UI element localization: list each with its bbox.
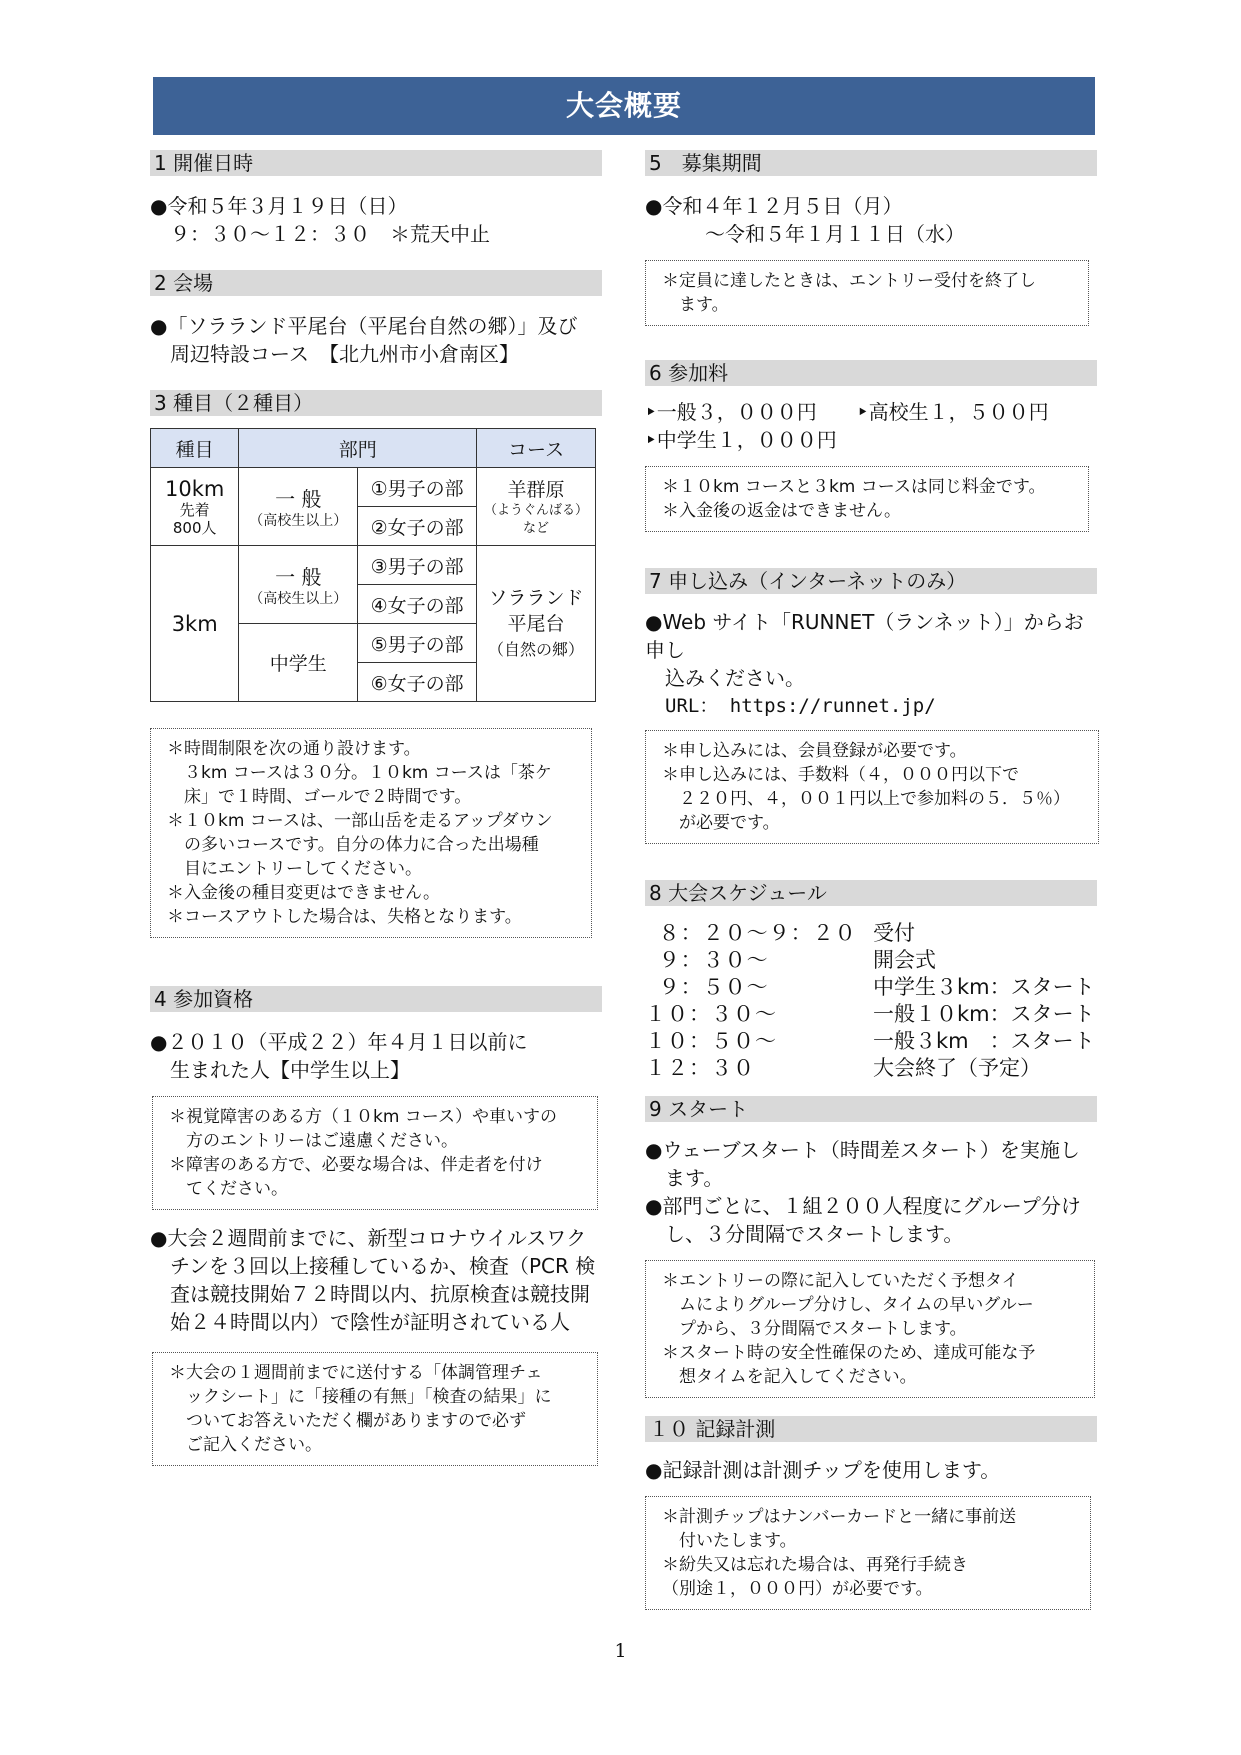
section-2-text: ●「ソラランド平尾台（平尾台自然の郷）」及び 周辺特設コース 【北九州市小倉南区】 [150,314,578,366]
section-4-text-1: ●２０１０（平成２２）年４月１日以前に 生まれた人【中学生以上】 [150,1030,528,1082]
schedule-time: ９：３０～ [645,948,769,972]
section-7-heading: 7 申し込み（インターネットのみ） [645,568,1097,594]
event-3km-label: 3km [171,611,218,636]
section-3-heading: 3 種目（２種目） [150,390,602,416]
table-header-course: コース [477,429,596,468]
schedule-time: １０：３０～ [645,1002,777,1026]
division-general-label-3km: 一 般 [275,565,322,589]
section-4-note-2: ＊大会の１週間前までに送付する「体調管理チェ ックシート」に「接種の有無」「検査の結果」に ついてお答えいただく欄がありますので必ず ご記入ください。 [152,1352,598,1466]
schedule-time: １０：５０～ [645,1029,777,1053]
section-3-note: ＊時間制限を次の通り設けます。 ３km コースは３０分。１０km コースは「茶ケ 床」で１時間、ゴールで２時間です。 ＊１０km コースは、一部山岳を走るアップダウン の多いコースです。自分の体力に合った出場種 目にエントリーしてください。 ＊入金後の種目変更はできません。 ＊コースアウトした場合は、失格となります。 [150,728,592,938]
course-3km-line2: 平尾台 [507,612,565,635]
section-10-note: ＊計測チップはナンバーカードと一緒に事前送 付いたします。 ＊紛失又は忘れた場合は、再発行手続き （別途１，０００円）が必要です。 [645,1496,1091,1610]
schedule-row [645,1055,1097,1082]
schedule-time: ９：５０～ [645,975,769,999]
event-10km-note1: 先着 [179,500,210,519]
course-3km-line1: ソラランド [488,586,584,609]
schedule-row [645,1028,1097,1055]
course-3km [477,546,596,702]
division-general-10km [239,468,358,546]
course-10km-etc: など [523,521,550,536]
section-6-note: ＊１０km コースと３km コースは同じ料金です。 ＊入金後の返金はできません。 [645,466,1089,532]
section-9-text: ●ウェーブスタート（時間差スタート）を実施し ます。 ●部門ごとに、１組２００人程度にグループ分け し、３分間隔でスタートします。 [645,1138,1081,1246]
course-10km-reading: （ようぐんばる） [484,503,589,518]
section-10-heading: １０ 記録計測 [645,1416,1097,1442]
course-10km [477,468,596,546]
page-number: 1 [614,1640,627,1662]
schedule-row [645,947,1097,974]
event-10km-note2: 800人 [172,518,217,537]
schedule-event: 一般３km ：スタート [873,1029,1095,1053]
schedule-event: 開会式 [873,948,936,972]
runnet-url: URL： https://runnet.jp/ [665,695,936,717]
table-header-event: 種目 [151,429,239,468]
section-9-heading: 9 スタート [645,1096,1097,1122]
section-9-note: ＊エントリーの際に記入していただく予想タイ ムによりグループ分けし、タイムの早いグルー プから、３分間隔でスタートします。 ＊スタート時の安全性確保のため、達成可能な予 想タイムを記入してください。 [645,1260,1095,1398]
category-2: ②女子の部 [358,507,477,546]
section-7-note: ＊申し込みには、会員登録が必要です。 ＊申し込みには、手数料（４，０００円以下で ２２０円、４，００１円以上で参加料の５．５％） が必要です。 [645,730,1099,844]
event-10km [151,468,239,546]
section-5-heading: 5 募集期間 [645,150,1097,176]
section-1-text: ●令和５年３月１９日（日） ９：３０～１２：３０ ＊荒天中止 [150,194,490,246]
section-5-note: ＊定員に達したときは、エントリー受付を終了し ます。 [645,260,1089,326]
schedule-event: 大会終了（予定） [873,1056,1041,1080]
table-header-division: 部門 [239,429,477,468]
schedule-row [645,1001,1097,1028]
section-1-heading: 1 開催日時 [150,150,602,176]
schedule-row [645,920,1097,947]
schedule-event: 受付 [873,921,915,945]
course-3km-line3: （自然の郷） [488,639,585,659]
section-2-heading: 2 会場 [150,270,602,296]
division-general-label: 一 般 [275,487,322,511]
section-4-note-1: ＊視覚障害のある方（１０km コース）や車いすの 方のエントリーはご遠慮ください。 ＊障害のある方で、必要な場合は、伴走者を付け てください。 [152,1096,598,1210]
event-3km [151,546,239,702]
section-6-text: ‣一般３，０００円 ‣高校生１，５００円 ‣中学生１，０００円 [645,400,1049,452]
division-general-sub-3km: （高校生以上） [249,591,348,607]
section-4-text-2: ●大会２週間前までに、新型コロナウイルスワク チンを３回以上接種しているか、検査（PCR 検 査は競技開始７２時間以内、抗原検査は競技開 始２４時間以内）で陰性が証明されている人 [150,1226,596,1334]
event-10km-label: 10km [165,476,225,501]
section-5-text: ●令和４年１２月５日（月） ～令和５年１月１１日（水） [645,194,965,246]
events-table [150,428,596,702]
schedule-time: １２：３０ [645,1056,755,1080]
section-10-text: ●記録計測は計測チップを使用します。 [645,1458,1001,1482]
section-8-heading: 8 大会スケジュール [645,880,1097,906]
category-3: ③男子の部 [358,546,477,585]
section-4-heading: 4 参加資格 [150,986,602,1012]
schedule-time: ８：２０～９：２０ [645,921,857,945]
section-6-heading: 6 参加料 [645,360,1097,386]
division-junior: 中学生 [239,624,358,702]
schedule-event: 中学生３km：スタート [873,975,1095,999]
right-column [645,150,1097,1610]
division-general-sub: （高校生以上） [249,513,348,529]
category-4: ④女子の部 [358,585,477,624]
left-column [150,150,602,1466]
schedule-event: 一般１０km：スタート [873,1002,1095,1026]
schedule-row [645,974,1097,1001]
category-1: ①男子の部 [358,468,477,507]
section-7-text: ●Web サイト「RUNNET（ランネット）」からお申し 込みください。 [645,610,1084,690]
schedule-list [645,920,1097,1082]
division-general-3km [239,546,358,624]
page-title: 大会概要 [153,77,1095,135]
course-10km-label: 羊群原 [507,479,565,501]
category-5: ⑤男子の部 [358,624,477,663]
category-6: ⑥女子の部 [358,663,477,702]
